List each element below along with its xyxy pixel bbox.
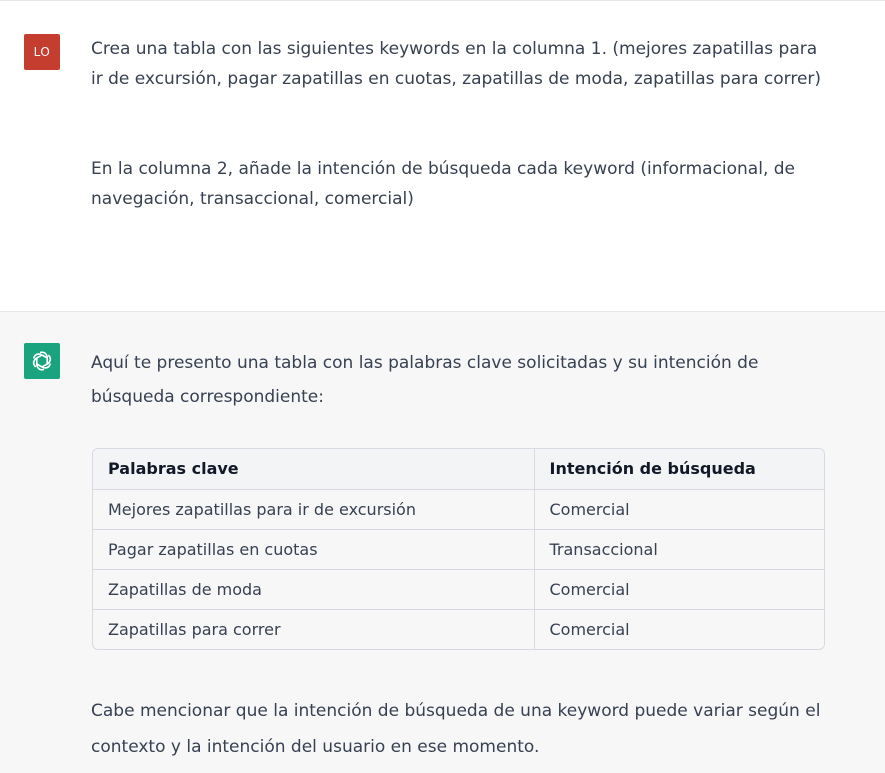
user-message-paragraph-2: En la columna 2, añade la intención de búsqueda cada keyword (informacional, de navegación, transaccional, comercial) — [91, 159, 796, 209]
table-cell-keyword: Mejores zapatillas para ir de excursión — [93, 489, 534, 529]
table-cell-intent: Transaccional — [534, 529, 824, 569]
assistant-avatar — [24, 343, 60, 379]
user-avatar — [24, 34, 60, 70]
table-row — [93, 609, 824, 649]
table-row — [93, 489, 824, 529]
table-header-keywords: Palabras clave — [93, 449, 534, 489]
table-cell-intent: Comercial — [549, 619, 630, 639]
user-message-paragraph-1: Crea una tabla con las siguientes keywords en la columna 1. (mejores zapatillas para ir de excursión, pagar zapatillas en cuotas, zapatillas de moda, zapatillas para correr) — [91, 39, 822, 89]
table-header-intent: Intención de búsqueda — [534, 449, 824, 489]
table-cell-keyword: Pagar zapatillas en cuotas — [93, 529, 534, 569]
table-cell-intent: Comercial — [534, 489, 824, 529]
table-row — [93, 529, 824, 569]
user-avatar-label: LO — [33, 45, 51, 59]
table-cell-keyword: Zapatillas para correr — [93, 609, 534, 649]
keyword-table — [92, 448, 825, 650]
user-message — [0, 1, 885, 312]
table-row — [93, 569, 824, 609]
openai-logo-icon — [30, 349, 54, 373]
assistant-intro-text: Aquí te presento una tabla con las palabras clave solicitadas y su intención de búsqueda correspondiente: — [91, 353, 759, 407]
assistant-message — [0, 312, 885, 773]
table-cell-keyword: Zapatillas de moda — [93, 569, 534, 609]
table-cell-intent: Comercial — [534, 569, 824, 609]
assistant-closing-text: Cabe mencionar que la intención de búsqueda de una keyword puede variar según el contexto y la intención del usuario en ese momento. — [91, 701, 821, 757]
table-header-row — [93, 449, 824, 489]
